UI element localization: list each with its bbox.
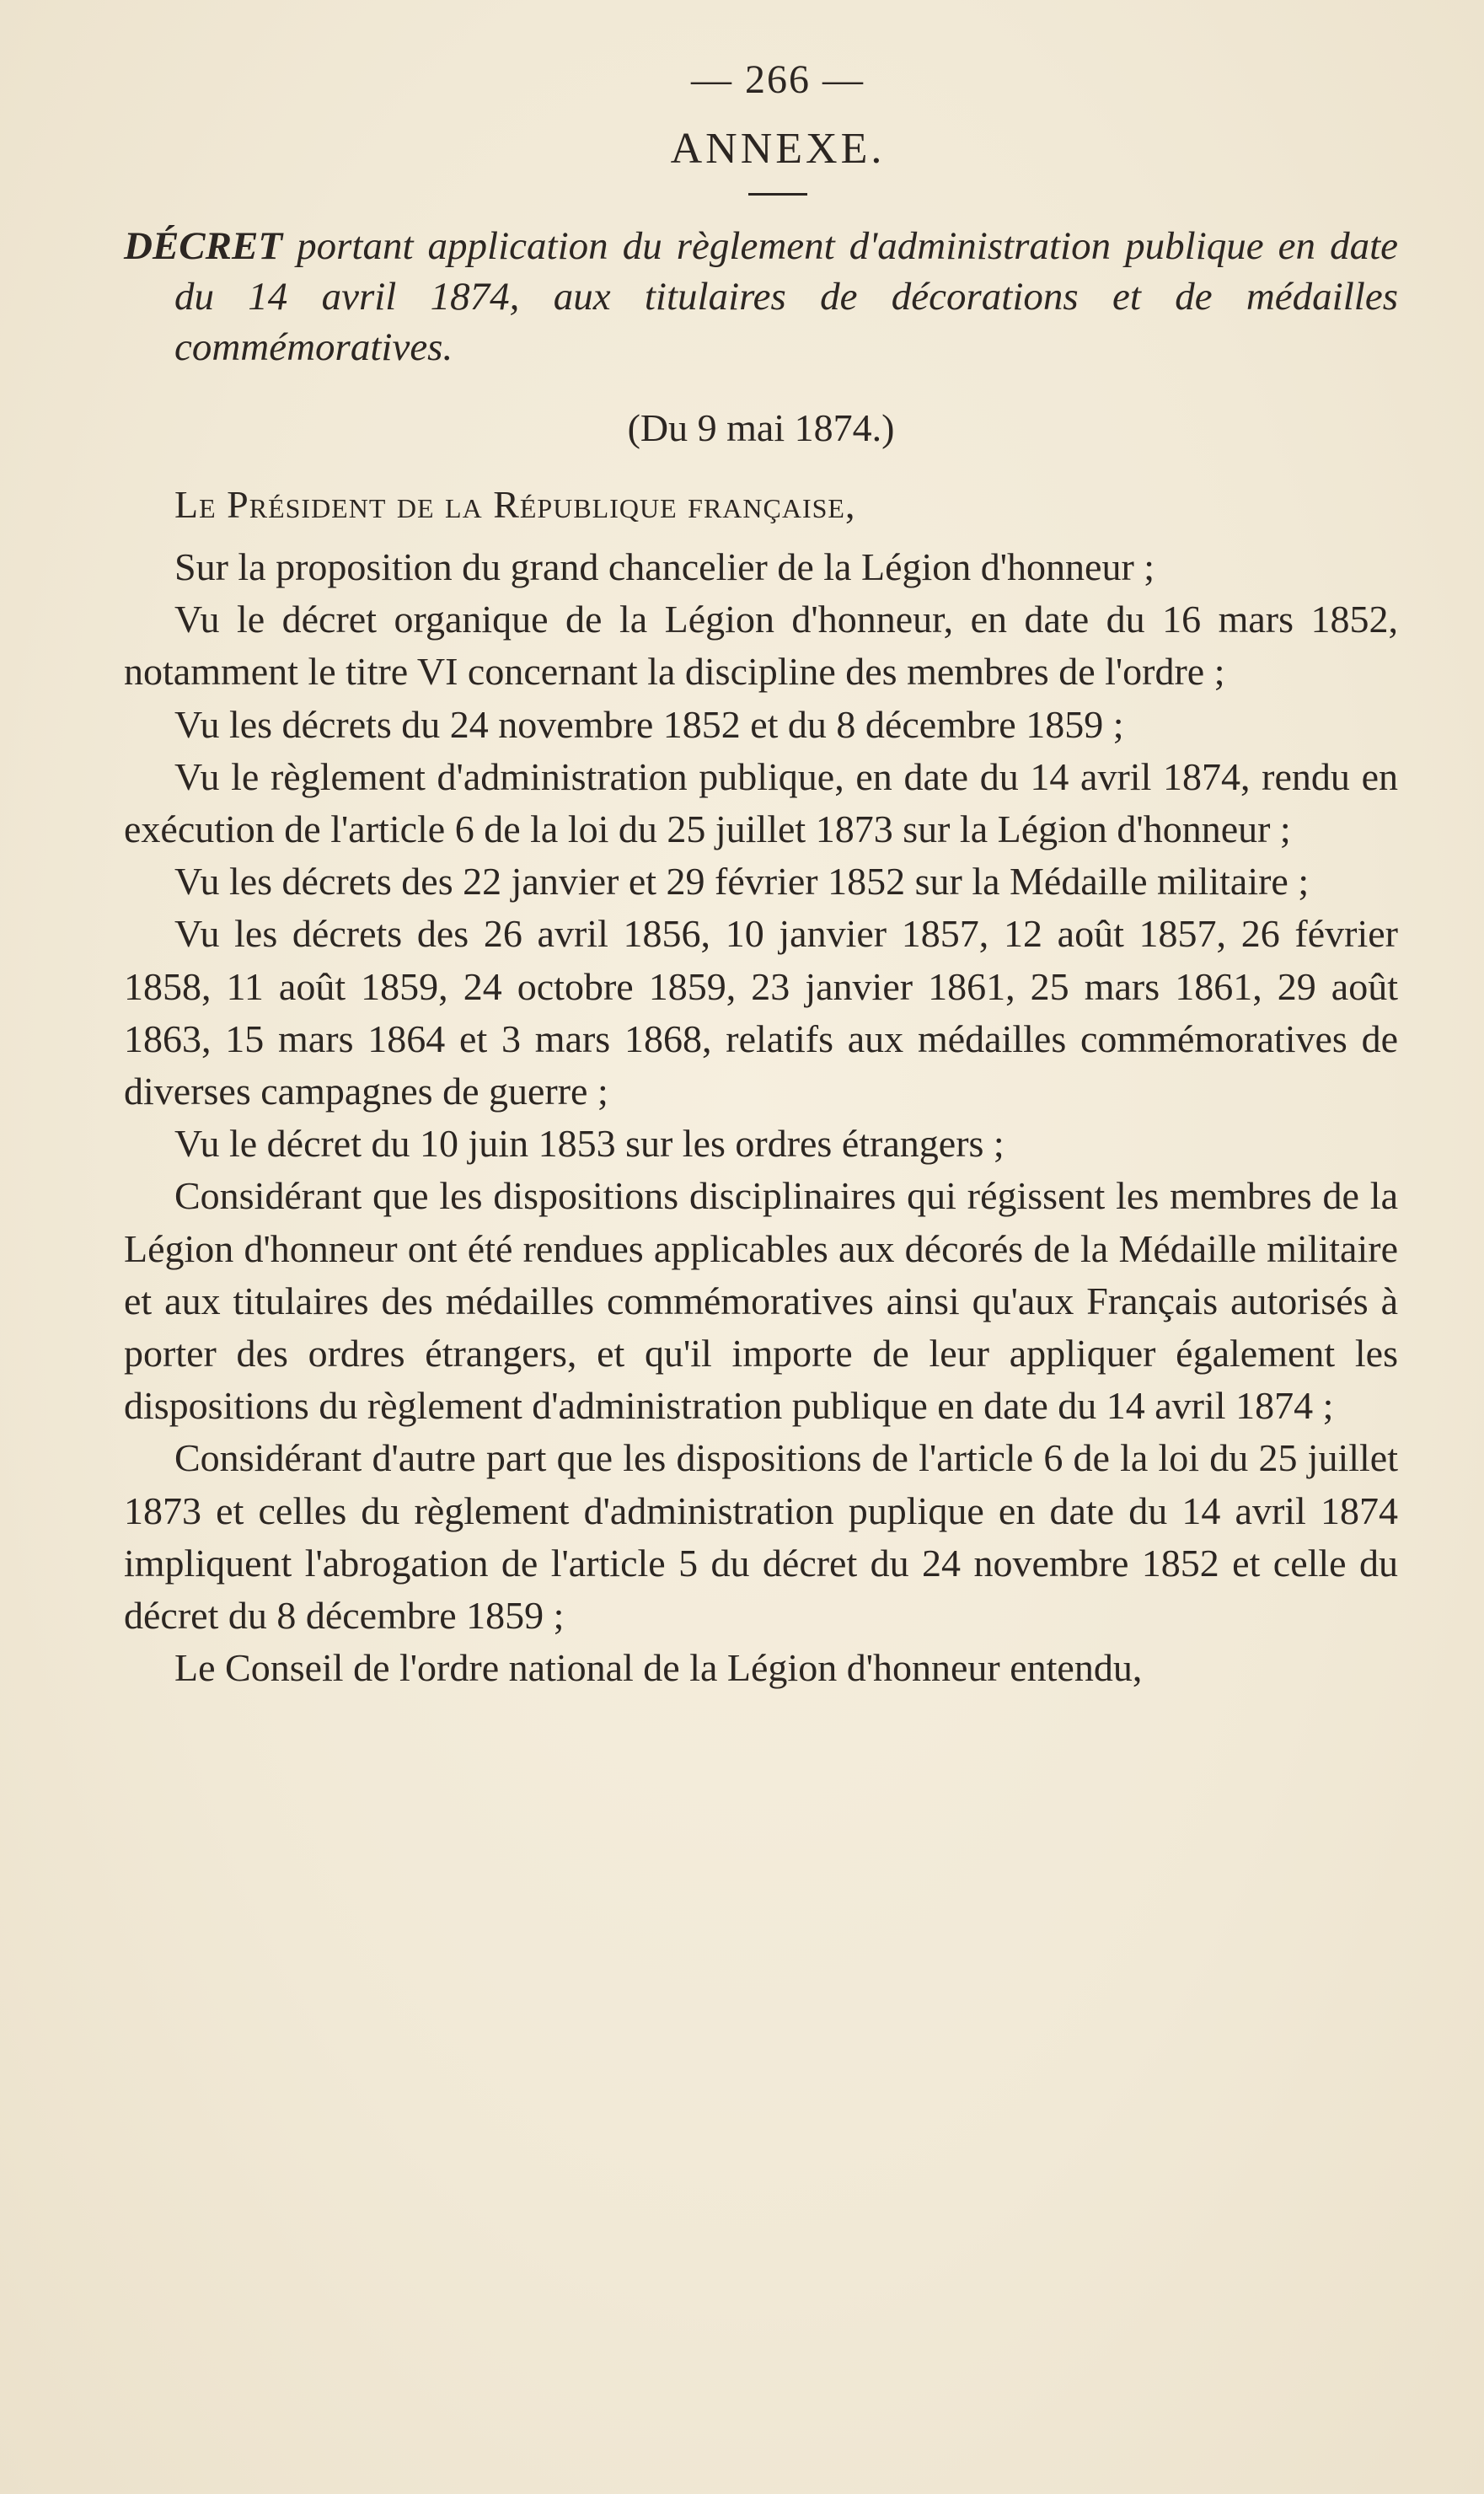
paragraph: Considérant que les dispositions disciplinaires qui régissent les membres de la Légion d'honneur ont été rendues applicables aux décorés de la Médaille militaire et aux titulaires des médailles commémoratives ainsi qu'aux Français autorisés à porter des ordres étrangers, et qu'il importe de leur appliquer également les dispositions du règlement d'administration publique en date du 14 avril 1874 ; (124, 1174, 1398, 1428)
decree-title-text: portant application du règlement d'administration publique en date du 14 avril 1874, aux titulaires de décorations et de médailles commémoratives. (174, 224, 1398, 369)
paragraph: Vu le décret du 10 juin 1853 sur les ordres étrangers ; (174, 1122, 1005, 1166)
decree-date: (Du 9 mai 1874.) (627, 406, 895, 449)
paragraph: Le Conseil de l'ordre national de la Légion d'honneur entendu, (174, 1646, 1143, 1690)
decree-title-lead: DÉCRET (124, 224, 283, 268)
page-text (124, 46, 1398, 1694)
president-heading: Le Président de la République française, (174, 483, 856, 526)
paragraph: Considérant d'autre part que les dispositions de l'article 6 de la loi du 25 juillet 1873 et celles du règlement d'administration puplique en date du 14 avril 1874 impliquent l'abrogation de l'article 5 du décret du 24 novembre 1852 et celle du décret du 8 décembre 1859 ; (124, 1436, 1398, 1638)
paragraph: Vu les décrets des 22 janvier et 29 février 1852 sur la Médaille militaire ; (174, 860, 1310, 904)
page-number: — 266 — (691, 57, 865, 102)
paragraph: Sur la proposition du grand chancelier de la Légion d'honneur ; (174, 545, 1155, 588)
decree-title (124, 221, 1398, 373)
paragraph: Vu les décrets des 26 avril 1856, 10 janvier 1857, 12 août 1857, 26 février 1858, 11 août 1859, 24 octobre 1859, 23 janvier 1861, 25 mars 1861, 29 août 1863, 15 mars 1864 et 3 mars 1868, relatifs aux médailles commémoratives de diverses campagnes de guerre ; (124, 912, 1398, 1113)
annex-title: ANNEXE. (670, 125, 886, 173)
paragraph: Vu le règlement d'administration publique, en date du 14 avril 1874, rendu en exécution de l'article 6 de la loi du 25 juillet 1873 sur la Légion d'honneur ; (124, 754, 1398, 851)
title-rule (748, 193, 807, 196)
paragraph: Vu le décret organique de la Légion d'honneur, en date du 16 mars 1852, notamment le titre VI concernant la discipline des membres de l'ordre ; (124, 598, 1398, 694)
paragraph: Vu les décrets du 24 novembre 1852 et du 8 décembre 1859 ; (174, 702, 1124, 746)
